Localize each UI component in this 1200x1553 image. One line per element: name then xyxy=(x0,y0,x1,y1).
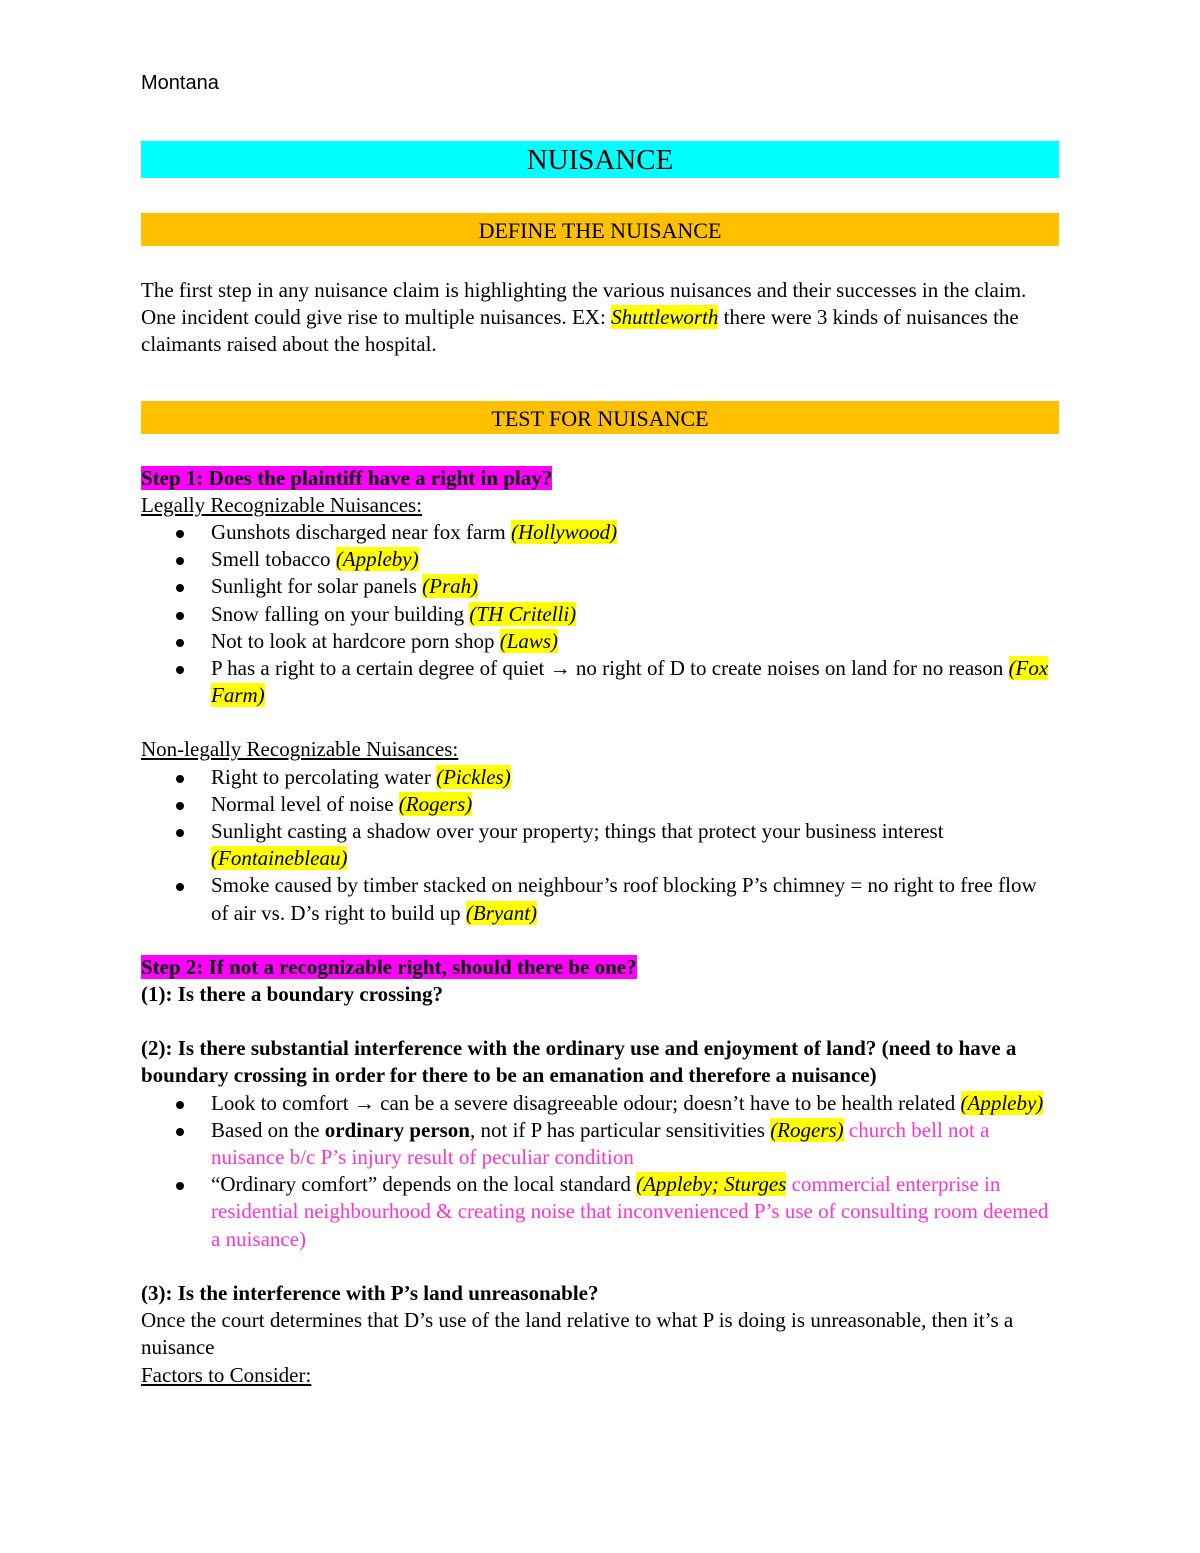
list-item-text: Right to percolating water xyxy=(211,764,437,789)
case-highlight: (Hollywood) xyxy=(510,520,618,545)
bullet-icon xyxy=(176,775,184,783)
list-item-text: Sunlight for solar panels xyxy=(211,574,423,599)
case-highlight: (Fox Farm) xyxy=(211,656,1049,708)
legal-nuisances-label: Legally Recognizable Nuisances: xyxy=(141,492,423,517)
interference-list xyxy=(141,1090,1059,1253)
list-item xyxy=(141,1117,1059,1171)
bullet-icon xyxy=(176,530,184,538)
document-header-author: Montana xyxy=(141,72,219,94)
list-item-text: Normal level of noise xyxy=(211,791,399,816)
list-item xyxy=(141,519,1059,546)
case-highlight: (Fontainebleau) xyxy=(211,846,348,871)
list-item-text: Not to look at hardcore porn shop xyxy=(211,628,500,653)
case-highlight: (TH Critelli) xyxy=(469,601,577,626)
list-item-text: Based on the xyxy=(211,1117,325,1142)
list-item-text: Smoke caused by timber stacked on neighbour’s roof blocking P’s chimney = no right to free flow of air vs. D’s right to build up xyxy=(211,873,1037,925)
list-item xyxy=(141,818,1059,872)
nonlegal-nuisances-list xyxy=(141,764,1059,927)
legal-label-line xyxy=(141,492,1059,519)
factors-label-line xyxy=(141,1362,1059,1389)
case-highlight: (Appleby; Sturges xyxy=(636,1172,787,1197)
list-item-bold-text: ordinary person xyxy=(324,1117,470,1142)
unreasonable-text: Once the court determines that D’s use of the land relative to what P is doing is unreasonable, then it’s a nuisance xyxy=(141,1308,1014,1360)
question-substantial-interference: (2): Is there substantial interference with the ordinary use and enjoyment of land? (need to have a boundary crossing in order for there to be an emanation and therefore a nuisance) xyxy=(141,1036,1017,1088)
bullet-icon xyxy=(176,1128,184,1136)
list-item-text: Snow falling on your building xyxy=(211,601,470,626)
case-note: church bell not a nuisance b/c P’s injury result of peculiar condition xyxy=(211,1117,990,1170)
section-heading-define: DEFINE THE NUISANCE xyxy=(141,213,1059,246)
factors-label: Factors to Consider: xyxy=(141,1362,312,1387)
define-paragraph-text-b: there were 3 kinds of nuisances the claimants raised about the hospital. xyxy=(141,305,1019,357)
bullet-icon xyxy=(176,612,184,620)
define-paragraph xyxy=(141,277,1059,359)
list-item xyxy=(141,601,1059,628)
list-item-text: P has a right to a certain degree of quiet → no right of D to create noises on land for no reason xyxy=(211,656,1009,681)
question-boundary-crossing: (1): Is there a boundary crossing? xyxy=(141,982,443,1007)
legal-nuisances-list xyxy=(141,519,1059,709)
case-highlight: (Pickles) xyxy=(436,764,511,789)
list-item xyxy=(141,628,1059,655)
case-highlight: (Prah) xyxy=(422,574,479,599)
bullet-icon xyxy=(176,639,184,647)
step1-heading-line xyxy=(141,465,1059,492)
list-item xyxy=(141,1171,1059,1253)
case-highlight: (Bryant) xyxy=(465,900,538,925)
step2-heading: Step 2: If not a recognizable right, should there be one? xyxy=(141,954,637,979)
list-item-text: Sunlight casting a shadow over your property; things that protect your business interest xyxy=(211,819,944,844)
document-body xyxy=(141,141,1059,1389)
list-item xyxy=(141,764,1059,791)
case-note: commercial enterprise in residential neighbourhood & creating noise that inconvenienced P’s use of consulting room deemed a nuisance) xyxy=(211,1172,1049,1251)
nonlegal-nuisances-label: Non-legally Recognizable Nuisances: xyxy=(141,737,459,762)
case-highlight: Shuttleworth xyxy=(611,305,719,330)
section-heading-test: TEST FOR NUISANCE xyxy=(141,401,1059,434)
bullet-icon xyxy=(176,1182,184,1190)
bullet-icon xyxy=(176,829,184,837)
list-item xyxy=(141,655,1059,709)
case-highlight: (Appleby) xyxy=(960,1090,1044,1115)
question-unreasonable: (3): Is the interference with P’s land unreasonable? xyxy=(141,1280,599,1305)
bullet-icon xyxy=(176,666,184,674)
spacer xyxy=(141,709,1059,736)
case-highlight: (Rogers) xyxy=(398,791,473,816)
bullet-icon xyxy=(176,802,184,810)
list-item-text: Smell tobacco xyxy=(211,547,336,572)
bullet-icon xyxy=(176,883,184,891)
spacer xyxy=(141,1008,1059,1035)
spacer xyxy=(141,1253,1059,1280)
case-highlight: (Rogers) xyxy=(770,1117,844,1142)
define-paragraph-text-a: The first step in any nuisance claim is highlighting the various nuisances and their successes in the claim. One incident could give rise to multiple nuisances. EX: xyxy=(141,278,1027,330)
list-item-text: , not if P has particular sensitivities xyxy=(470,1117,771,1142)
spacer xyxy=(141,927,1059,954)
step1-heading: Step 1: Does the plaintiff have a right in play? xyxy=(141,465,553,490)
bullet-icon xyxy=(176,557,184,565)
list-item-text: Gunshots discharged near fox farm xyxy=(211,520,511,545)
list-item xyxy=(141,872,1059,926)
list-item xyxy=(141,791,1059,818)
case-highlight: (Laws) xyxy=(499,628,559,653)
list-item xyxy=(141,573,1059,600)
list-item xyxy=(141,546,1059,573)
case-highlight: (Appleby) xyxy=(335,547,419,572)
list-item xyxy=(141,1090,1059,1117)
nonlegal-label-line xyxy=(141,736,1059,763)
list-item-text: “Ordinary comfort” depends on the local standard xyxy=(211,1172,637,1197)
bullet-icon xyxy=(176,584,184,592)
list-item-text: Look to comfort → can be a severe disagreeable odour; doesn’t have to be health related xyxy=(211,1090,961,1115)
document-title: NUISANCE xyxy=(141,141,1059,178)
bullet-icon xyxy=(176,1101,184,1109)
step2-heading-line xyxy=(141,954,1059,981)
